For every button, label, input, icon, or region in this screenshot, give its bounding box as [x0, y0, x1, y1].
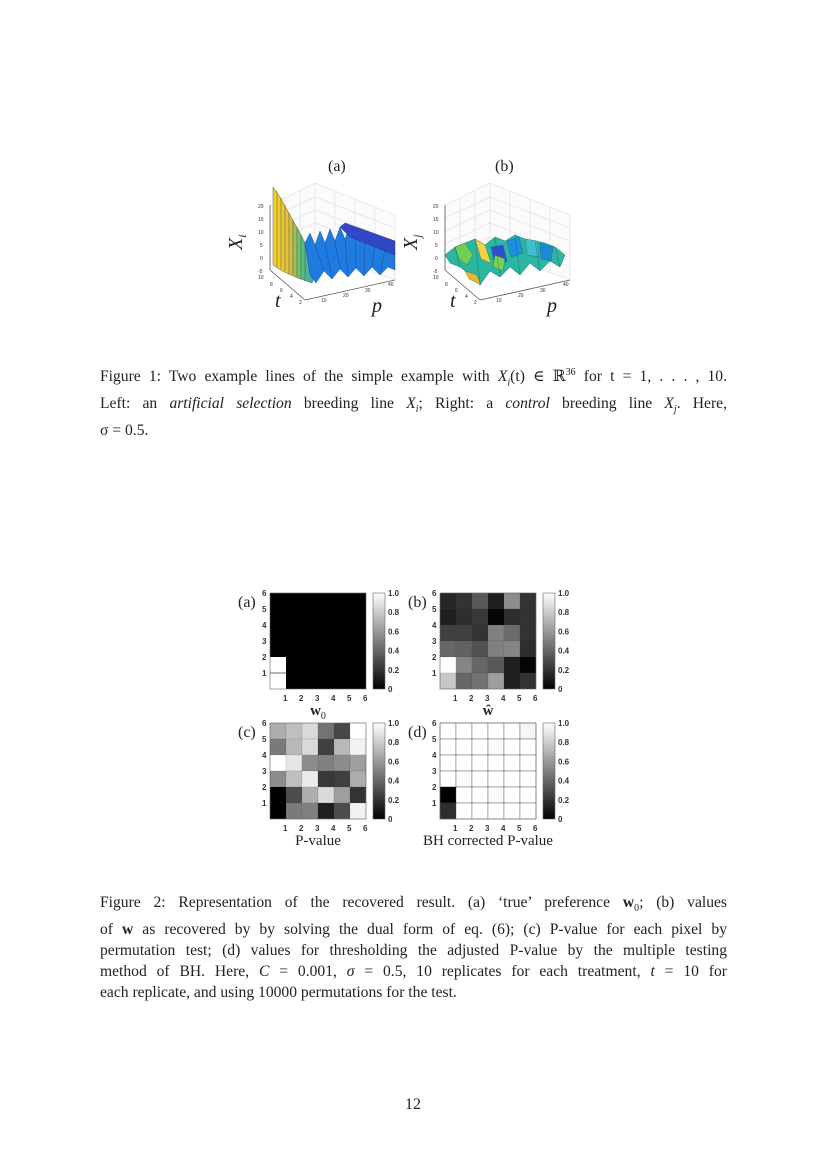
heatmap-cell: [318, 657, 334, 673]
x-tick: 3: [315, 824, 320, 833]
heatmap-cell: [440, 803, 456, 819]
page-number: 12: [405, 1096, 421, 1113]
heatmap-cell: [302, 657, 318, 673]
heatmap-cell: [286, 673, 302, 689]
svg-text:40: 40: [563, 282, 569, 288]
heatmap-cell: [504, 755, 520, 771]
heatmap-panel-a: [230, 585, 400, 722]
heatmap-cell: [488, 755, 504, 771]
fig1-a-tlabel: t: [275, 290, 281, 312]
colorbar-tick: 0.8: [388, 608, 400, 618]
heatmap-xlabel: BH corrected P-value: [423, 833, 553, 849]
y-tick: 1: [262, 799, 267, 808]
heatmap-cell: [472, 723, 488, 739]
heatmap-cell: [350, 673, 366, 689]
y-tick: 4: [262, 751, 267, 760]
svg-text:8: 8: [270, 282, 273, 288]
heatmap-cell: [270, 755, 286, 771]
heatmap-cell: [520, 657, 536, 673]
heatmap-cell: [270, 723, 286, 739]
heatmap-cell: [318, 739, 334, 755]
fig1-b-tlabel: t: [450, 290, 456, 312]
heatmap-cell: [456, 739, 472, 755]
fig1-panel-a-label: (a): [328, 158, 346, 175]
fig1-a-zticks: [258, 204, 264, 275]
svg-text:5: 5: [435, 243, 438, 249]
heatmap-cell: [472, 771, 488, 787]
heatmap-cell: [334, 593, 350, 609]
fig1-b-plabel: p: [547, 295, 557, 317]
x-tick: 6: [533, 824, 538, 833]
fig1-a-plabel: p: [372, 295, 382, 317]
heatmap-cell: [350, 755, 366, 771]
heatmap-cell: [318, 609, 334, 625]
heatmap-panel-c: [230, 715, 400, 855]
fig1-panel-b-label: (b): [495, 158, 514, 175]
colorbar-tick: 0.4: [558, 776, 570, 786]
y-tick: 3: [432, 637, 437, 646]
heatmap-cell: [286, 625, 302, 641]
heatmap-cell: [488, 723, 504, 739]
heatmap-cell: [504, 771, 520, 787]
heatmap-cell: [440, 657, 456, 673]
svg-text:10: 10: [433, 230, 439, 236]
heatmap-cell: [350, 593, 366, 609]
heatmap-cell: [440, 641, 456, 657]
y-tick: 6: [432, 589, 437, 598]
heatmap-cell: [302, 771, 318, 787]
heatmap-cell: [318, 771, 334, 787]
heatmap-xlabel: ŵ: [482, 703, 494, 719]
heatmap-cell: [472, 657, 488, 673]
fig1-b-zlabel: $X_j$: [400, 234, 424, 250]
heatmap-cell: [270, 787, 286, 803]
x-tick: 6: [533, 694, 538, 703]
svg-text:15: 15: [433, 217, 439, 223]
heatmap-cell: [334, 673, 350, 689]
svg-text:8: 8: [445, 282, 448, 288]
x-tick: 4: [501, 824, 506, 833]
colorbar-tick: 0.8: [388, 738, 400, 748]
figure-2: [230, 585, 590, 860]
svg-text:10: 10: [496, 298, 502, 304]
y-tick: 5: [262, 735, 267, 744]
heatmap-cell: [350, 739, 366, 755]
heatmap-cell: [520, 771, 536, 787]
x-tick: 4: [331, 824, 336, 833]
x-tick: 1: [453, 694, 458, 703]
y-tick: 6: [262, 589, 267, 598]
x-tick: 6: [363, 824, 368, 833]
panel-label: (b): [408, 594, 427, 611]
heatmap-cell: [302, 641, 318, 657]
heatmap-cell: [520, 641, 536, 657]
heatmap-cell: [504, 593, 520, 609]
heatmap-cell: [472, 787, 488, 803]
x-tick: 2: [469, 694, 474, 703]
x-tick: 2: [299, 824, 304, 833]
heatmap-cell: [488, 657, 504, 673]
svg-text:10: 10: [433, 275, 439, 281]
colorbar-tick: 1.0: [558, 719, 570, 728]
svg-text:30: 30: [365, 288, 371, 294]
heatmap-cell: [520, 755, 536, 771]
colorbar-tick: 0.4: [388, 646, 400, 656]
heatmap-cell: [520, 625, 536, 641]
x-tick: 4: [331, 694, 336, 703]
heatmap-cell: [456, 657, 472, 673]
colorbar-tick: 0: [388, 685, 393, 694]
heatmap-cell: [472, 739, 488, 755]
heatmap-cell: [350, 771, 366, 787]
fig1-surface-plot-a: [220, 175, 410, 320]
heatmap-cell: [472, 803, 488, 819]
svg-text:20: 20: [343, 293, 349, 299]
x-tick: 5: [347, 694, 352, 703]
y-tick: 4: [432, 621, 437, 630]
heatmap-cell: [286, 609, 302, 625]
heatmap-cell: [440, 625, 456, 641]
heatmap-cell: [286, 593, 302, 609]
heatmap-cell: [302, 609, 318, 625]
heatmap-cell: [472, 593, 488, 609]
y-tick: 2: [262, 783, 267, 792]
heatmap-cell: [520, 609, 536, 625]
heatmap-cell: [472, 641, 488, 657]
heatmap-cell: [350, 787, 366, 803]
heatmap-cell: [488, 739, 504, 755]
svg-text:0: 0: [260, 256, 263, 262]
y-tick: 6: [432, 719, 437, 728]
y-tick: 2: [432, 783, 437, 792]
heatmap-cell: [270, 593, 286, 609]
heatmap-cell: [504, 723, 520, 739]
heatmap-cell: [440, 723, 456, 739]
x-tick: 5: [347, 824, 352, 833]
figure-1-caption: Figure 1: Two example lines of the simple example with $X_i(t)$ ∈ ℝ$^{36}$ for t = 1, . . . , 10. Left: an artificial selection breeding line $X_i$; Right: a control breeding line $X_j$. Here, σ = 0.5.: [100, 367, 727, 440]
heatmap-cell: [520, 593, 536, 609]
colorbar-tick: 0.8: [558, 738, 570, 748]
svg-text:15: 15: [258, 217, 264, 223]
panel-label: (a): [238, 594, 256, 611]
svg-text:0: 0: [435, 256, 438, 262]
y-tick: 1: [262, 669, 267, 678]
y-tick: 2: [432, 653, 437, 662]
colorbar-tick: 0: [388, 815, 393, 824]
heatmap-cell: [302, 739, 318, 755]
heatmap-cell: [270, 641, 286, 657]
colorbar-tick: 0.4: [558, 646, 570, 656]
y-tick: 3: [262, 767, 267, 776]
heatmap-cell: [440, 739, 456, 755]
y-tick: 5: [262, 605, 267, 614]
svg-text:40: 40: [388, 282, 394, 288]
x-tick: 1: [283, 824, 288, 833]
heatmap-cell: [456, 755, 472, 771]
svg-text:4: 4: [290, 294, 293, 300]
heatmap-cell: [350, 641, 366, 657]
svg-text:6: 6: [455, 288, 458, 294]
heatmap-cell: [350, 625, 366, 641]
fig1-a-zlabel: $X_i$: [225, 234, 249, 250]
figure-1: [220, 150, 600, 320]
heatmap-cell: [520, 739, 536, 755]
heatmap-cell: [318, 641, 334, 657]
colorbar: [543, 723, 555, 819]
heatmap-cell: [520, 673, 536, 689]
heatmap-cell: [488, 625, 504, 641]
x-tick: 3: [315, 694, 320, 703]
svg-text:4: 4: [465, 294, 468, 300]
heatmap-cell: [286, 803, 302, 819]
colorbar-tick: 0.2: [388, 665, 400, 675]
colorbar-tick: 0.6: [388, 757, 400, 767]
heatmap-cell: [504, 609, 520, 625]
heatmap-cell: [456, 641, 472, 657]
heatmap-cell: [334, 787, 350, 803]
colorbar-tick: 0.8: [558, 608, 570, 618]
colorbar: [373, 723, 385, 819]
heatmap-cell: [318, 803, 334, 819]
heatmap-cell: [472, 609, 488, 625]
heatmap-cell: [334, 625, 350, 641]
heatmap-cell: [440, 673, 456, 689]
heatmap-xlabel: P-value: [295, 833, 341, 849]
y-tick: 1: [432, 799, 437, 808]
heatmap-cell: [456, 593, 472, 609]
heatmap-panel-d: [400, 715, 570, 855]
heatmap-xlabel: $w_0$: [310, 703, 326, 722]
svg-text:20: 20: [518, 293, 524, 299]
colorbar-tick: 0.2: [558, 665, 570, 675]
heatmap-cell: [334, 771, 350, 787]
svg-text:10: 10: [258, 230, 264, 236]
heatmap-cell: [440, 609, 456, 625]
x-tick: 1: [283, 694, 288, 703]
y-tick: 3: [262, 637, 267, 646]
colorbar-tick: 0.6: [388, 627, 400, 637]
heatmap-cell: [440, 755, 456, 771]
figure-2-caption: Figure 2: Representation of the recovered result. (a) ‘true’ preference $w_0$; (b) values of w as recovered by by solving the dual form of eq. (6); (c) P-value for each pixel by permutation test; (d) values for thresholding the adjusted P-value by the multiple testing method of BH. Here, C = 0.001, σ = 0.5, 10 replicates for each treatment, t = 10 for each replicate, and using 10000 permutations for the test.: [100, 894, 727, 1002]
x-tick: 2: [469, 824, 474, 833]
svg-text:20: 20: [433, 204, 439, 210]
heatmap-panel-b: [400, 585, 570, 719]
heatmap-cell: [488, 771, 504, 787]
y-tick: 2: [262, 653, 267, 662]
heatmap-cell: [504, 739, 520, 755]
heatmap-cell: [270, 739, 286, 755]
heatmap-cell: [286, 657, 302, 673]
heatmap-cell: [318, 787, 334, 803]
heatmap-cell: [456, 771, 472, 787]
heatmap-cell: [270, 657, 286, 673]
colorbar: [543, 593, 555, 689]
colorbar-tick: 1.0: [558, 589, 570, 598]
heatmap-cell: [440, 771, 456, 787]
heatmap-cell: [520, 723, 536, 739]
heatmap-cell: [286, 739, 302, 755]
heatmap-cell: [270, 803, 286, 819]
heatmap-cell: [350, 657, 366, 673]
y-tick: 4: [262, 621, 267, 630]
heatmap-cell: [440, 787, 456, 803]
heatmap-cell: [456, 625, 472, 641]
colorbar-tick: 0.2: [558, 795, 570, 805]
heatmap-cell: [334, 723, 350, 739]
heatmap-cell: [350, 609, 366, 625]
heatmap-cell: [504, 787, 520, 803]
heatmap-cell: [472, 673, 488, 689]
heatmap-cell: [334, 609, 350, 625]
heatmap-cell: [488, 593, 504, 609]
colorbar: [373, 593, 385, 689]
y-tick: 3: [432, 767, 437, 776]
svg-text:2: 2: [474, 300, 477, 306]
heatmap-cell: [456, 609, 472, 625]
heatmap-cell: [286, 771, 302, 787]
x-tick: 4: [501, 694, 506, 703]
heatmap-cell: [318, 723, 334, 739]
y-tick: 4: [432, 751, 437, 760]
heatmap-cell: [456, 803, 472, 819]
fig1-a-pticks: [321, 282, 394, 304]
heatmap-cell: [520, 787, 536, 803]
heatmap-cell: [440, 593, 456, 609]
heatmap-cell: [334, 803, 350, 819]
heatmap-cell: [488, 609, 504, 625]
y-tick: 1: [432, 669, 437, 678]
heatmap-cell: [318, 755, 334, 771]
heatmap-cell: [504, 673, 520, 689]
svg-text:6: 6: [280, 288, 283, 294]
heatmap-cell: [334, 641, 350, 657]
colorbar-tick: 0.4: [388, 776, 400, 786]
panel-label: (d): [408, 724, 427, 741]
heatmap-cell: [302, 593, 318, 609]
heatmap-cell: [456, 787, 472, 803]
heatmap-cell: [456, 673, 472, 689]
fig1-surface-plot-b: [395, 175, 595, 320]
svg-text:-5: -5: [258, 269, 263, 275]
svg-text:5: 5: [260, 243, 263, 249]
heatmap-cell: [488, 641, 504, 657]
svg-text:10: 10: [321, 298, 327, 304]
heatmap-cell: [504, 657, 520, 673]
heatmap-cell: [504, 625, 520, 641]
y-tick: 5: [432, 735, 437, 744]
x-tick: 5: [517, 694, 522, 703]
heatmap-cell: [302, 755, 318, 771]
heatmap-cell: [286, 641, 302, 657]
panel-label: (c): [238, 724, 256, 741]
heatmap-cell: [302, 787, 318, 803]
heatmap-cell: [286, 723, 302, 739]
heatmap-cell: [472, 755, 488, 771]
svg-text:20: 20: [258, 204, 264, 210]
svg-text:30: 30: [540, 288, 546, 294]
colorbar-tick: 0.6: [558, 757, 570, 767]
colorbar-tick: 1.0: [388, 719, 400, 728]
colorbar-tick: 1.0: [388, 589, 400, 598]
colorbar-tick: 0: [558, 685, 563, 694]
heatmap-cell: [334, 755, 350, 771]
heatmap-cell: [302, 625, 318, 641]
heatmap-cell: [504, 803, 520, 819]
heatmap-cell: [318, 673, 334, 689]
heatmap-cell: [488, 787, 504, 803]
y-tick: 5: [432, 605, 437, 614]
x-tick: 3: [485, 824, 490, 833]
heatmap-cell: [286, 755, 302, 771]
x-tick: 1: [453, 824, 458, 833]
heatmap-cell: [350, 803, 366, 819]
heatmap-cell: [334, 657, 350, 673]
colorbar-tick: 0.2: [388, 795, 400, 805]
x-tick: 5: [517, 824, 522, 833]
heatmap-cell: [334, 739, 350, 755]
heatmap-cell: [270, 673, 286, 689]
heatmap-cell: [270, 625, 286, 641]
colorbar-tick: 0: [558, 815, 563, 824]
heatmap-cell: [456, 723, 472, 739]
heatmap-cell: [472, 625, 488, 641]
heatmap-cell: [350, 723, 366, 739]
heatmap-cell: [488, 673, 504, 689]
x-tick: 3: [485, 694, 490, 703]
heatmap-cell: [318, 593, 334, 609]
svg-text:-5: -5: [433, 269, 438, 275]
heatmap-cell: [270, 609, 286, 625]
svg-text:2: 2: [299, 300, 302, 306]
heatmap-cell: [488, 803, 504, 819]
svg-text:10: 10: [258, 275, 264, 281]
colorbar-tick: 0.6: [558, 627, 570, 637]
y-tick: 6: [262, 719, 267, 728]
heatmap-cell: [520, 803, 536, 819]
heatmap-cell: [302, 673, 318, 689]
x-tick: 6: [363, 694, 368, 703]
heatmap-cell: [504, 641, 520, 657]
heatmap-cell: [270, 771, 286, 787]
heatmap-cell: [286, 787, 302, 803]
heatmap-cell: [318, 625, 334, 641]
x-tick: 2: [299, 694, 304, 703]
heatmap-cell: [302, 803, 318, 819]
heatmap-cell: [302, 723, 318, 739]
